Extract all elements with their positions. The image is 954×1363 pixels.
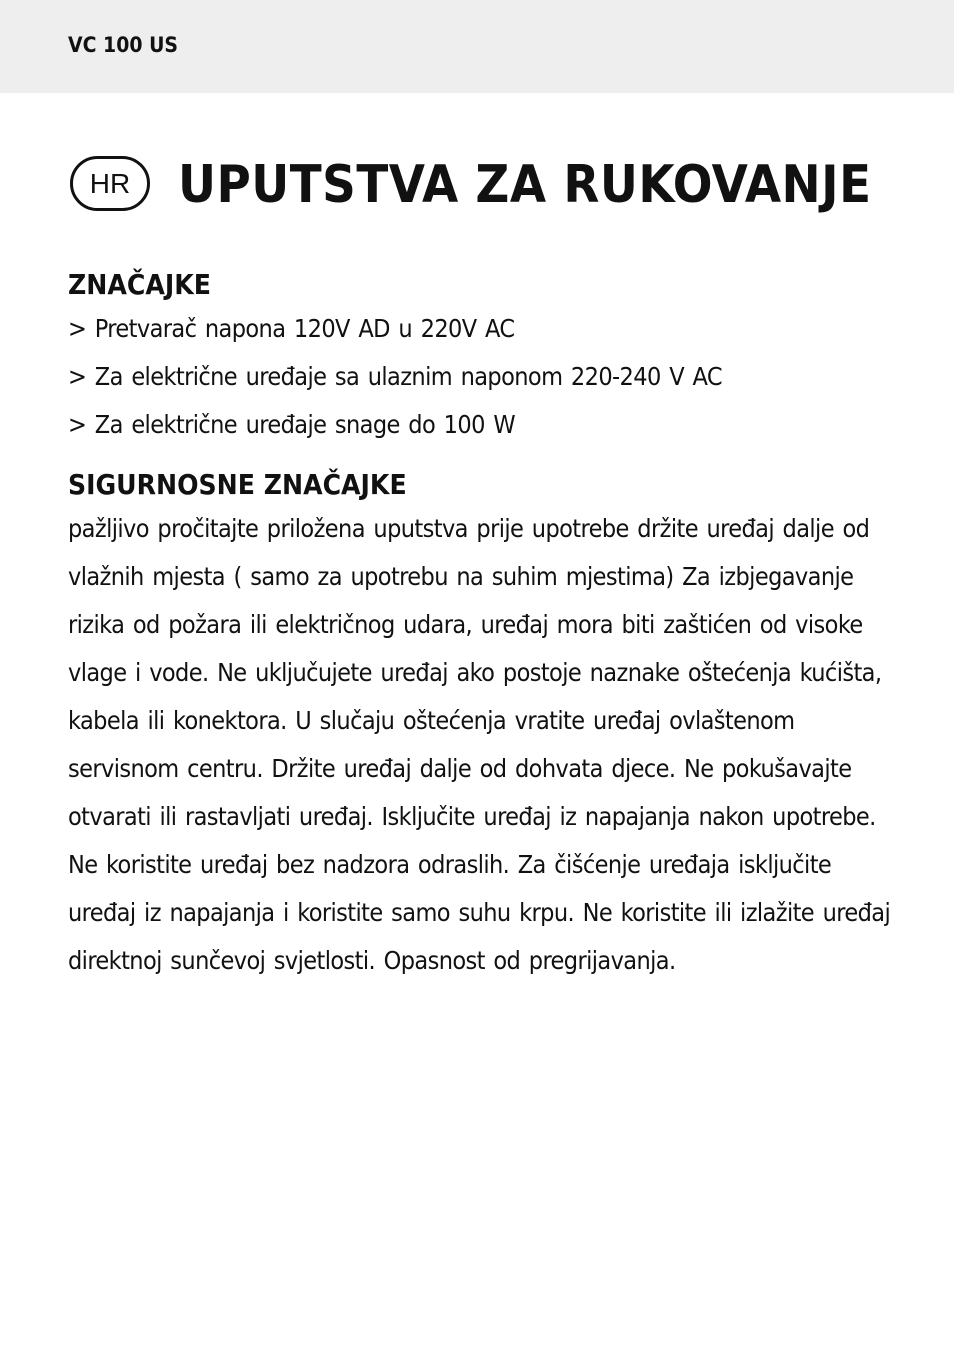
manual-content bbox=[68, 265, 898, 985]
features-list bbox=[68, 305, 898, 449]
header-band bbox=[0, 0, 954, 93]
feature-item: > Pretvarač napona 120V AD u 220V AC bbox=[68, 314, 515, 343]
features-heading: ZNAČAJKE bbox=[68, 268, 211, 301]
page-title: UPUTSTVA ZA RUKOVANJE bbox=[178, 155, 872, 215]
feature-item: > Za električne uređaje snage do 100 W bbox=[68, 410, 515, 439]
safety-heading: SIGURNOSNE ZNAČAJKE bbox=[68, 468, 407, 501]
safety-text: pažljivo pročitajte priložena uputstva prije upotrebe držite uređaj dalje od vlažnih mjesta ( samo za upotrebu na suhim mjestima) Za izbjegavanje rizika od požara ili električnog udara, uređaj mora biti zaštićen od visoke vlage i vode. Ne uključujete uređaj ako postoje naznake oštećenja kućišta, kabela ili konektora. U slučaju oštećenja vratite uređaj ovlaštenom servisnom centru. Držite uređaj dalje od dohvata djece. Ne pokušavajte otvarati ili rastavljati uređaj. Isključite uređaj iz napajanja nakon upotrebe. Ne koristite uređaj bez nadzora odraslih. Za čišćenje uređaja isključite uređaj iz napajanja i koristite samo suhu krpu. Ne koristite ili izlažite uređaj direktnoj sunčevoj svjetlosti. Opasnost od pregrijavanja. bbox=[68, 514, 891, 975]
model-label: VC 100 US bbox=[68, 33, 179, 57]
feature-item: > Za električne uređaje sa ulaznim naponom 220-240 V AC bbox=[68, 362, 722, 391]
language-badge: HR bbox=[70, 156, 150, 211]
